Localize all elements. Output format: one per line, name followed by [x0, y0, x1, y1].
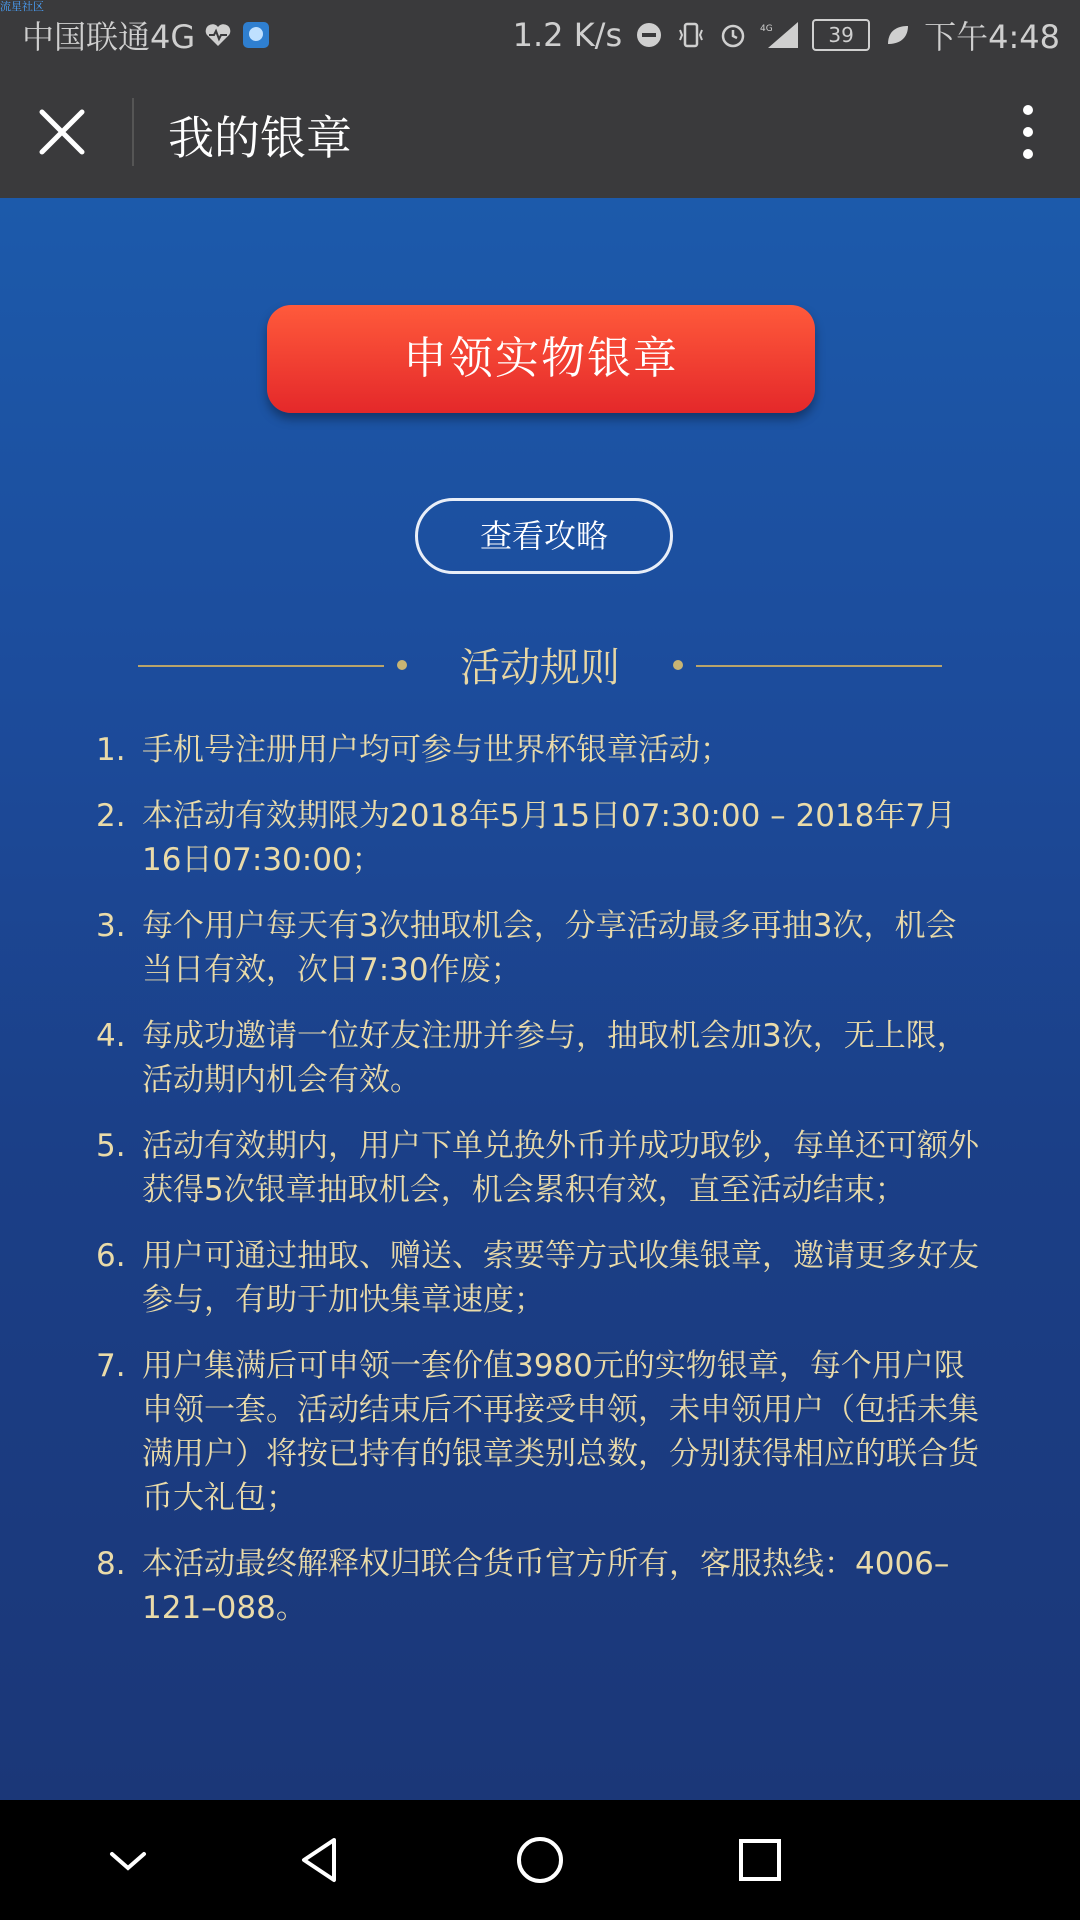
rule-number: 8. [96, 1546, 126, 1582]
apply-silver-medal-button[interactable]: 申领实物银章 [267, 305, 815, 413]
rule-text: 本活动有效期限为2018年5月15日07:30:00 – 2018年7月16日07:30:00； [142, 798, 957, 878]
app-notification-icon [241, 20, 271, 50]
rule-text: 每个用户每天有3次抽取机会，分享活动最多再抽3次，机会当日有效，次日7:30作废； [142, 908, 957, 988]
list-item [96, 728, 986, 772]
recent-apps-icon[interactable] [730, 1830, 790, 1890]
main-content [0, 198, 1080, 1800]
network-speed: 1.2 K/s [512, 16, 623, 54]
title-bar [0, 66, 1080, 198]
status-bar [0, 0, 1080, 66]
list-item [96, 794, 986, 882]
rules-header [0, 638, 1080, 698]
rule-text: 用户可通过抽取、赠送、索要等方式收集银章，邀请更多好友参与，有助于加快集章速度； [142, 1238, 979, 1318]
heart-pulse-icon [203, 20, 233, 50]
list-item [96, 1014, 986, 1102]
title-divider [132, 98, 134, 166]
leaf-icon [882, 20, 912, 50]
list-item [96, 1542, 986, 1630]
close-icon[interactable] [30, 100, 94, 164]
home-icon[interactable] [510, 1830, 570, 1890]
rule-number: 3. [96, 908, 126, 944]
rule-text: 每成功邀请一位好友注册并参与，抽取机会加3次，无上限，活动期内机会有效。 [142, 1018, 968, 1098]
rule-number: 7. [96, 1348, 126, 1384]
battery-indicator: 39 [812, 19, 870, 51]
list-item [96, 1234, 986, 1322]
carrier-label: 中国联通4G [22, 18, 196, 56]
signal-icon [760, 20, 800, 50]
rules-right-dot [673, 660, 683, 670]
back-icon[interactable] [290, 1830, 350, 1890]
rules-list [96, 728, 986, 1652]
rules-title: 活动规则 [460, 645, 620, 691]
navigation-bar [0, 1800, 1080, 1920]
rule-number: 1. [96, 732, 126, 768]
vibrate-icon [676, 20, 706, 50]
rule-number: 6. [96, 1238, 126, 1274]
chevron-down-icon[interactable] [98, 1830, 158, 1890]
rules-right-line [696, 665, 942, 667]
rule-number: 5. [96, 1128, 126, 1164]
rule-number: 4. [96, 1018, 126, 1054]
list-item [96, 1124, 986, 1212]
view-guide-button[interactable]: 查看攻略 [415, 498, 673, 574]
rule-text: 用户集满后可申领一套价值3980元的实物银章，每个用户限申领一套。活动结束后不再接受申领，未申领用户（包括未集满用户）将按已持有的银章类别总数，分别获得相应的联合货币大礼包； [142, 1348, 979, 1516]
clock: 下午4:48 [924, 18, 1060, 56]
svg-text:4G: 4G [760, 24, 773, 34]
alarm-icon [718, 20, 748, 50]
rule-number: 2. [96, 798, 126, 834]
list-item [96, 904, 986, 992]
do-not-disturb-icon [634, 20, 664, 50]
rule-text: 活动有效期内，用户下单兑换外币并成功取钞，每单还可额外获得5次银章抽取机会，机会累积有效，直至活动结束； [142, 1128, 979, 1208]
list-item [96, 1344, 986, 1520]
page-title: 我的银章 [168, 111, 352, 165]
rule-text: 本活动最终解释权归联合货币官方所有，客服热线：4006–121–088。 [142, 1546, 950, 1626]
more-options-icon[interactable] [1016, 100, 1040, 164]
watermark: 流星社区 [0, 0, 44, 13]
rule-text: 手机号注册用户均可参与世界杯银章活动； [142, 732, 731, 768]
